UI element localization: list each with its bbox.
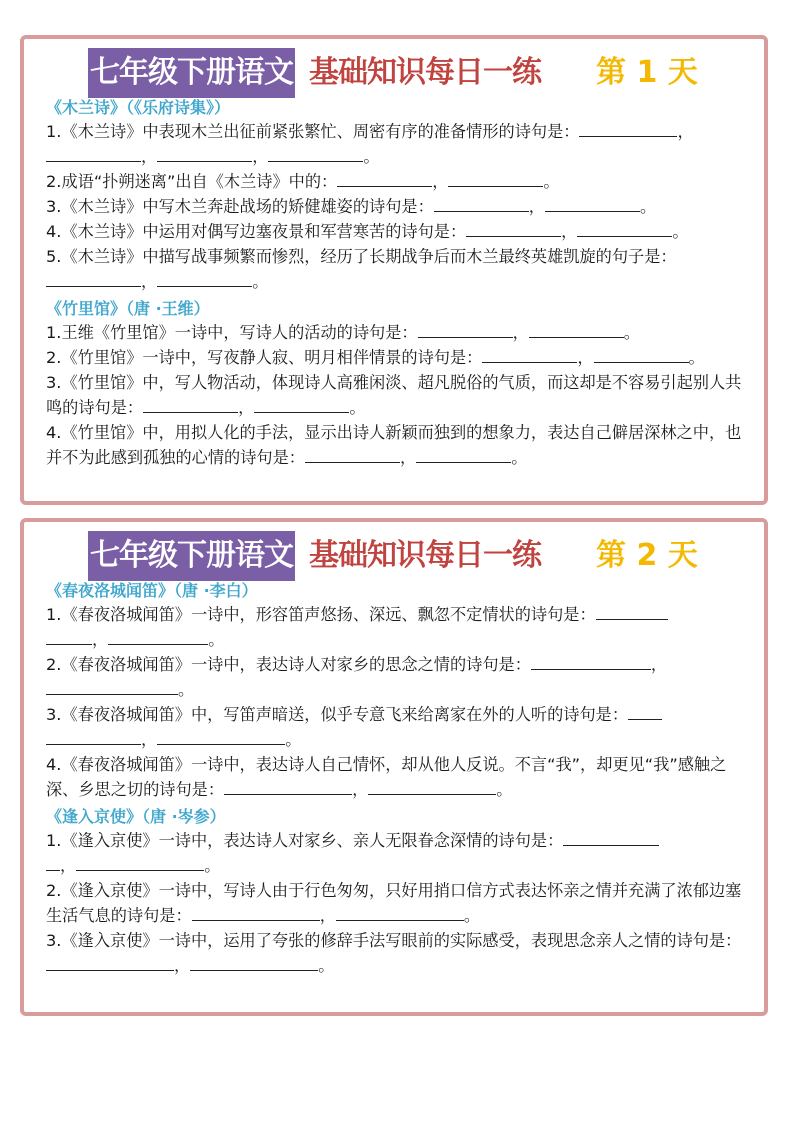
section-heading: 《木兰诗》（《乐府诗集》）	[46, 98, 231, 117]
question: 1.《木兰诗》中表现木兰出征前紧张繁忙、周密有序的准备情形的诗句是： ， ， ， 。	[46, 122, 694, 166]
section-heading: 《逢入京使》（唐 ·岑参）	[46, 807, 226, 826]
question: 2.《春夜洛城闻笛》一诗中，表达诗人对家乡的思念之情的诗句是： ， 。	[46, 655, 668, 699]
question: 1.《逢入京使》一诗中，表达诗人对家乡、亲人无限眷念深情的诗句是： ， 。	[46, 828, 748, 878]
title-day-number: 第 1 天	[596, 55, 698, 90]
day-2-content	[46, 580, 748, 978]
title-subject: 基础知识每日一练	[309, 55, 541, 90]
title-subject: 基础知识每日一练	[309, 538, 541, 573]
day-1-title	[88, 48, 728, 98]
question: 3.《春夜洛城闻笛》中，写笛声暗送，似乎专意飞来给离家在外的人听的诗句是： ， 。	[46, 702, 748, 752]
day-2-card	[20, 518, 768, 1016]
question: 3.《逢入京使》一诗中，运用了夸张的修辞手法写眼前的实际感受，表现思念亲人之情的诗句是：， 。	[46, 931, 742, 975]
question: 3.《木兰诗》中写木兰奔赴战场的矫健雄姿的诗句是： ， 。	[46, 197, 657, 216]
section-heading: 《春夜洛城闻笛》（唐 ·李白）	[46, 581, 258, 600]
question: 4.《木兰诗》中运用对偶写边塞夜景和军营寒苦的诗句是： ， 。	[46, 222, 689, 241]
day-1-card	[20, 35, 768, 505]
section-heading: 《竹里馆》（唐 ·王维）	[46, 299, 210, 318]
question: 2.成语“扑朔迷离”出自《木兰诗》中的： ， 。	[46, 172, 560, 191]
question: 4.《竹里馆》中，用拟人化的手法，显示出诗人新颖而独到的想象力，表达自己僻居深林之中，也并不为此感到孤独的心情的诗句是： ， 。	[46, 423, 742, 467]
question: 3.《竹里馆》中，写人物活动，体现诗人高雅闲淡、超凡脱俗的气质，而这却是不容易引起别人共鸣的诗句是： ， 。	[46, 373, 742, 417]
title-day-number: 第 2 天	[596, 538, 698, 573]
day-2-title	[88, 531, 728, 581]
day-1-content	[46, 97, 748, 470]
question: 2.《逢入京使》一诗中，写诗人由于行色匆匆，只好用捎口信方式表达怀亲之情并充满了浓郁边塞生活气息的诗句是： ， 。	[46, 881, 742, 925]
question: 4.《春夜洛城闻笛》一诗中，表达诗人自己情怀，却从他人反说。不言“我”，却更见“我”感触之深、乡思之切的诗句是： ， 。	[46, 755, 727, 799]
question: 1.《春夜洛城闻笛》一诗中，形容笛声悠扬、深远、飘忽不定情状的诗句是： ， 。	[46, 602, 748, 652]
title-grade: 七年级下册语文	[88, 48, 295, 98]
question: 1.王维《竹里馆》一诗中，写诗人的活动的诗句是： ， 。	[46, 323, 640, 342]
question: 2.《竹里馆》一诗中，写夜静人寂、明月相伴情景的诗句是： ， 。	[46, 348, 705, 367]
question: 5.《木兰诗》中描写战事频繁而惨烈，经历了长期战争后而木兰最终英雄凯旋的句子是： ， 。	[46, 247, 677, 291]
title-grade: 七年级下册语文	[88, 531, 295, 581]
